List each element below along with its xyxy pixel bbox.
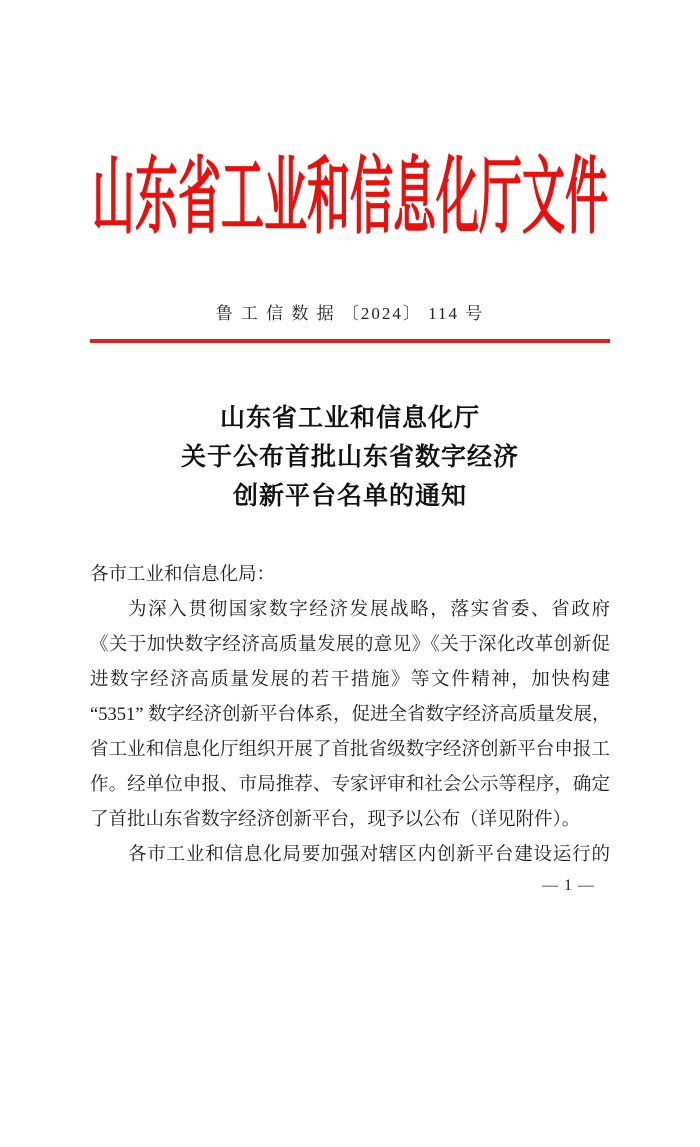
body-line: 了首批山东省数字经济创新平台，现予以公布（详见附件）。 bbox=[90, 810, 581, 830]
body-line: 省工业和信息化厅组织开展了首批省级数字经济创新平台申报工 bbox=[90, 740, 610, 760]
agency-banner bbox=[0, 153, 700, 245]
body-line: 进数字经济高质量发展的若干措施》等文件精神，加快构建 bbox=[90, 670, 610, 690]
body-line: 各市工业和信息化局要加强对辖区内创新平台建设运行的 bbox=[128, 845, 610, 865]
document-title-line-3: 创新平台名单的通知 bbox=[232, 483, 467, 510]
document-title-line-1: 山东省工业和信息化厅 bbox=[219, 405, 480, 432]
body-line: 为深入贯彻国家数字经济发展战略，落实省委、省政府 bbox=[128, 600, 610, 620]
salutation: 各市工业和信息化局： bbox=[90, 565, 276, 585]
document-number: 鲁 工 信 数 据 〔2024〕 114 号 bbox=[215, 304, 485, 323]
body-line: “5351” 数字经济创新平台体系，促进全省数字经济高质量发展， bbox=[90, 705, 611, 725]
document-page bbox=[0, 153, 700, 1147]
document-body bbox=[90, 558, 610, 873]
body-line: 《关于加快数字经济高质量发展的意见》《关于深化改革创新促 bbox=[90, 635, 610, 655]
red-divider-line bbox=[90, 339, 610, 343]
agency-banner-title: 山东省工业和信息化厅文件 bbox=[92, 153, 608, 245]
document-title bbox=[0, 399, 700, 516]
page-number: — 1 — bbox=[542, 877, 595, 894]
body-line: 作。经单位申报、市局推荐、专家评审和社会公示等程序，确定 bbox=[90, 775, 610, 795]
document-title-line-2: 关于公布首批山东省数字经济 bbox=[180, 444, 519, 471]
